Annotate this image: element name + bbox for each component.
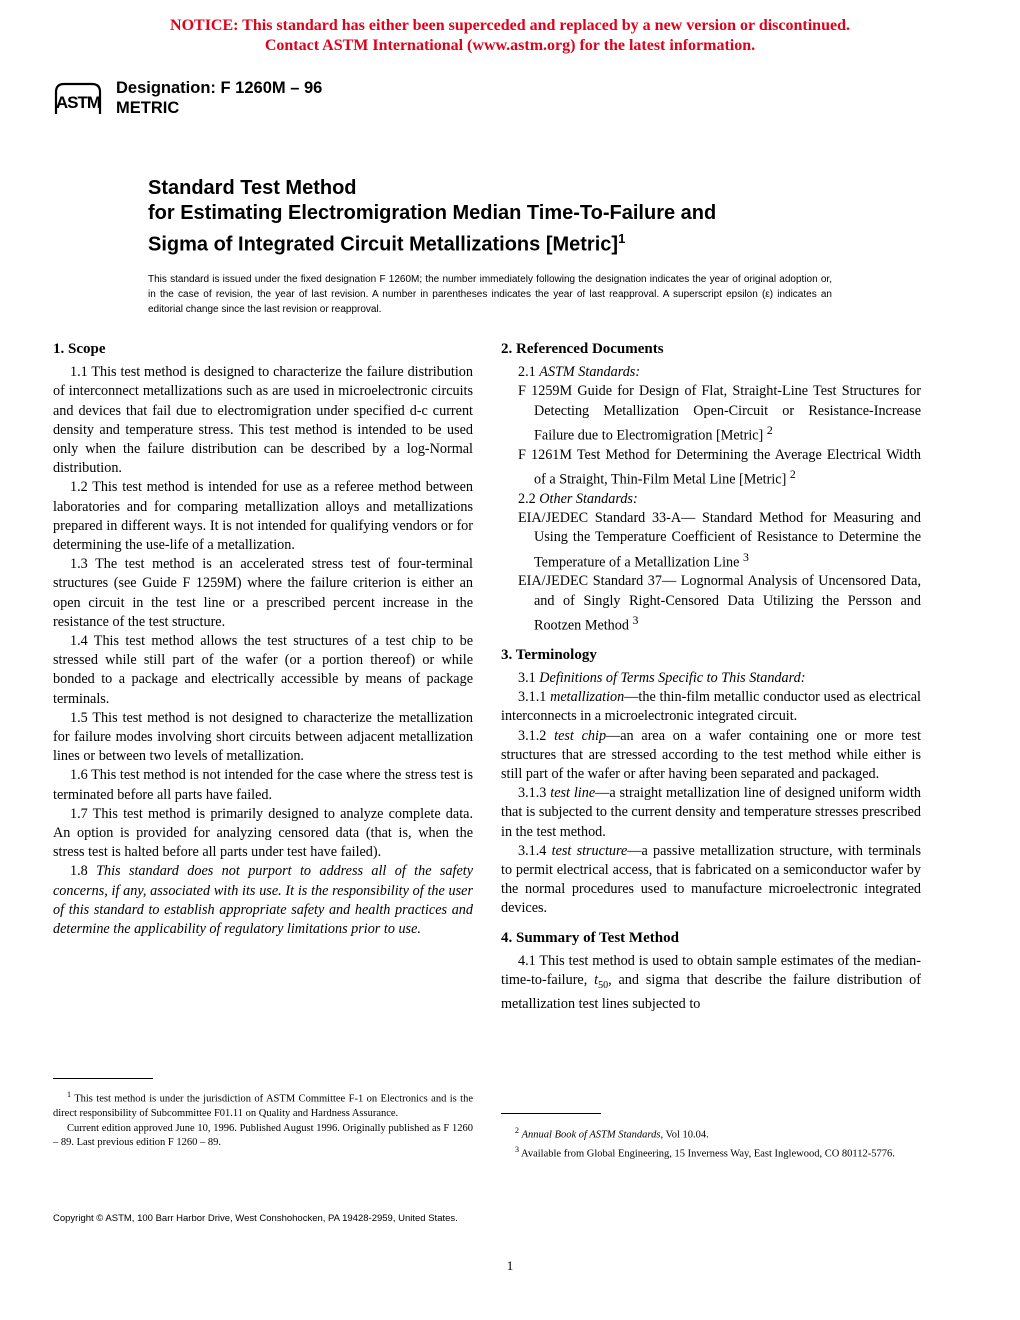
subsection-label: Other Standards: (539, 490, 638, 507)
footnote-rule (53, 1078, 153, 1079)
footnote-mark: 3 (515, 1145, 519, 1154)
reference-text: F 1259M Guide for Design of Flat, Straight-Line Test Structures for Detecting Metallization Open-Circuit or Resistance-Increase Failure due to Electromigration [Metric] (518, 383, 921, 444)
title-line-1: Standard Test Method (148, 177, 357, 199)
section-heading-terminology: 3. Terminology (501, 646, 597, 663)
footnote-mark[interactable]: 2 (789, 466, 796, 481)
scope-paragraph: 1.3 The test method is an accelerated stress test of four-terminal structures (see Guide F 1259M) where the failure criterion is either an open circuit in the test line or a prescribed percent increase in the resistance of the test structure. (53, 556, 473, 630)
definition-entry (501, 842, 921, 919)
title-line-2: for Estimating Electromigration Median Time-To-Failure and (148, 202, 717, 224)
reference-entry (518, 382, 921, 445)
footnote-text: This test method is under the jurisdiction of ASTM Committee F-1 on Electronics and is the direct responsibility of Subcommittee F01.11 on Quality and Hardness Assurance. (53, 1093, 473, 1119)
scope-paragraph: 1.1 This test method is designed to characterize the failure distribution of interconnect metallizations such as are used in microelectronic circuits and devices that fail due to electromigration under specified d-c current density and temperature stress. This test method is intended to be used only when the failure distribution can be described by a log-Normal distribution. (53, 364, 473, 477)
definition-number: 3.1.4 (518, 842, 552, 859)
scope-paragraph: 1.4 This test method allows the test structures of a test chip to be stressed while still part of the wafer (or a portion thereof) or while bonded to a package and electrically accessible by means of package terminals. (53, 633, 473, 707)
astm-logo (52, 80, 104, 118)
reference-text: EIA/JEDEC Standard 33-A— Standard Method for Measuring and Using the Temperature Coefficient of Resistance to Determine the Temperature of a Metallization Line (518, 510, 921, 571)
left-column (53, 340, 473, 939)
issue-note: This standard is issued under the fixed designation F 1260M; the number immediately following the designation indicates the year of original adoption or, in the case of revision, the year of last revision. A number in parentheses indicates the year of last reapproval. A superscript epsilon (ε) indicates an editorial change since the last revision or reapproval. (148, 274, 832, 315)
footnote-3 (501, 1143, 921, 1162)
scope-paragraph: 1.5 This test method is not designed to characterize the metallization for failure modes involving short circuits between adjacent metallization lines or between two levels of metallization. (53, 709, 473, 765)
footnote-mark[interactable]: 3 (742, 549, 749, 564)
subsection-number: 2.1 (518, 364, 540, 381)
footnote-rule (501, 1113, 601, 1114)
variable-t: t (594, 972, 599, 989)
summary-paragraph (501, 952, 921, 1014)
scope-paragraph: 1.6 This test method is not intended for the case where the stress test is terminated before all parts have failed. (53, 767, 473, 803)
reference-text: F 1261M Test Method for Determining the Average Electrical Width of a Straight, Thin-Film Metal Line [Metric] (518, 446, 921, 488)
supersession-notice (0, 16, 1020, 56)
scope-paragraph: 1.2 This test method is intended for use as a referee method between laboratories and for comparing metallization alloys and metallizations prepared in different ways. It is not intended for qualifying vendors or for determining the use-life of a metallization. (53, 479, 473, 554)
copyright: Copyright © ASTM, 100 Barr Harbor Drive, West Conshohocken, PA 19428-2959, United States. (53, 1213, 458, 1224)
footnote-mark[interactable]: 2 (766, 422, 773, 437)
reference-entry (518, 572, 921, 635)
footnote-mark[interactable]: 3 (632, 612, 639, 627)
footnote-text: Available from Global Engineering, 15 Inverness Way, East Inglewood, CO 80112-5776. (519, 1148, 895, 1160)
footnote-1 (53, 1088, 473, 1122)
subsection-astm-standards (501, 363, 921, 382)
safety-number: 1.8 (70, 863, 97, 880)
section-heading-scope: 1. Scope (53, 341, 106, 357)
footnote-text: , Vol 10.04. (660, 1129, 709, 1141)
designation-number: Designation: F 1260M – 96 (116, 79, 323, 97)
definition-term: test chip (554, 727, 607, 744)
subsection-label: ASTM Standards: (539, 364, 641, 381)
definition-number: 3.1.3 (518, 785, 551, 802)
scope-paragraph: 1.7 This test method is primarily designed to analyze complete data. An option is provided for analyzing censored data (that is, when the stress test is halted before all parts under test have failed). (53, 805, 473, 861)
title-line-3: Sigma of Integrated Circuit Metallizations [Metric] (148, 233, 619, 256)
page-number: 1 (506, 1258, 514, 1273)
section-heading-referenced-documents: 2. Referenced Documents (501, 341, 664, 357)
footnote-title: Annual Book of ASTM Standards (521, 1129, 661, 1141)
footnote-mark: 2 (515, 1126, 519, 1135)
definition-text: —the thin-film metallic conductor used as electrical interconnects in a microelectronic integrated circuit. (501, 689, 921, 725)
definition-term: test structure (551, 842, 628, 859)
subsection-number: 3.1 (518, 669, 540, 686)
definition-text: —a straight metallization line of designed uniform width that is subjected to the current density and temperature stresses prescribed in the test method. (501, 785, 922, 840)
section-heading-summary: 4. Summary of Test Method (501, 929, 679, 946)
reference-entry (518, 446, 921, 490)
definition-text: —an area on a wafer containing one or more test structures that are stressed according to the test method while either is still part of the wafer or after having been separated and packaged. (501, 727, 922, 782)
summary-text: , and sigma that describe the failure distribution of metallization test lines subjected to (501, 972, 921, 1013)
definition-number: 3.1.1 (518, 689, 551, 706)
variable-subscript: 50 (598, 979, 609, 991)
document-title (148, 176, 888, 258)
definition-text: —a passive metallization structure, with terminals to permit electrical access, that is fabricated on a semiconductor wafer by the normal procedures used to manufacture microelectronic integrated devices. (501, 842, 922, 917)
scope-paragraph-safety (53, 862, 473, 939)
right-column (501, 340, 921, 1014)
definition-entry (501, 784, 921, 842)
designation-metric: METRIC (116, 99, 180, 117)
summary-text: 4.1 This test method is used to obtain sample estimates of the median-time-to-failure, (501, 952, 921, 989)
subsection-definitions (501, 669, 921, 688)
definition-entry (501, 727, 921, 785)
designation (116, 78, 322, 118)
definition-term: test line (550, 785, 596, 802)
reference-text: EIA/JEDEC Standard 37— Lognormal Analysis of Uncensored Data, and of Singly Right-Censored Data Utilizing the Persson and Rootzen Method (518, 573, 921, 634)
subsection-label: Definitions of Terms Specific to This Standard: (539, 669, 806, 686)
subsection-other-standards (501, 490, 921, 509)
subsection-number: 2.2 (518, 490, 540, 507)
notice-line-1: NOTICE: This standard has either been superceded and replaced by a new version or discontinued. (170, 17, 850, 34)
footnote-2 (501, 1124, 921, 1143)
logo-text: ASTM (55, 93, 101, 112)
safety-text: This standard does not purport to address all of the safety concerns, if any, associated with its use. It is the responsibility of the user of this standard to establish appropriate safety and health practices and determine the applicability of regulatory limitations prior to use. (53, 863, 473, 938)
definition-number: 3.1.2 (518, 727, 555, 744)
footnotes-left (53, 1088, 473, 1151)
definition-term: metallization (550, 689, 625, 706)
reference-entry (518, 509, 921, 572)
notice-line-2: Contact ASTM International (www.astm.org) for the latest information. (264, 37, 756, 54)
footnotes-right (501, 1124, 921, 1162)
definition-entry (501, 688, 921, 726)
footnote-1-continued: Current edition approved June 10, 1996. Published August 1996. Originally published as F 1260 – 89. Last previous edition F 1260 – 89. (53, 1122, 473, 1148)
footnote-mark: 1 (67, 1090, 71, 1099)
title-footnote-mark[interactable]: 1 (618, 231, 626, 246)
